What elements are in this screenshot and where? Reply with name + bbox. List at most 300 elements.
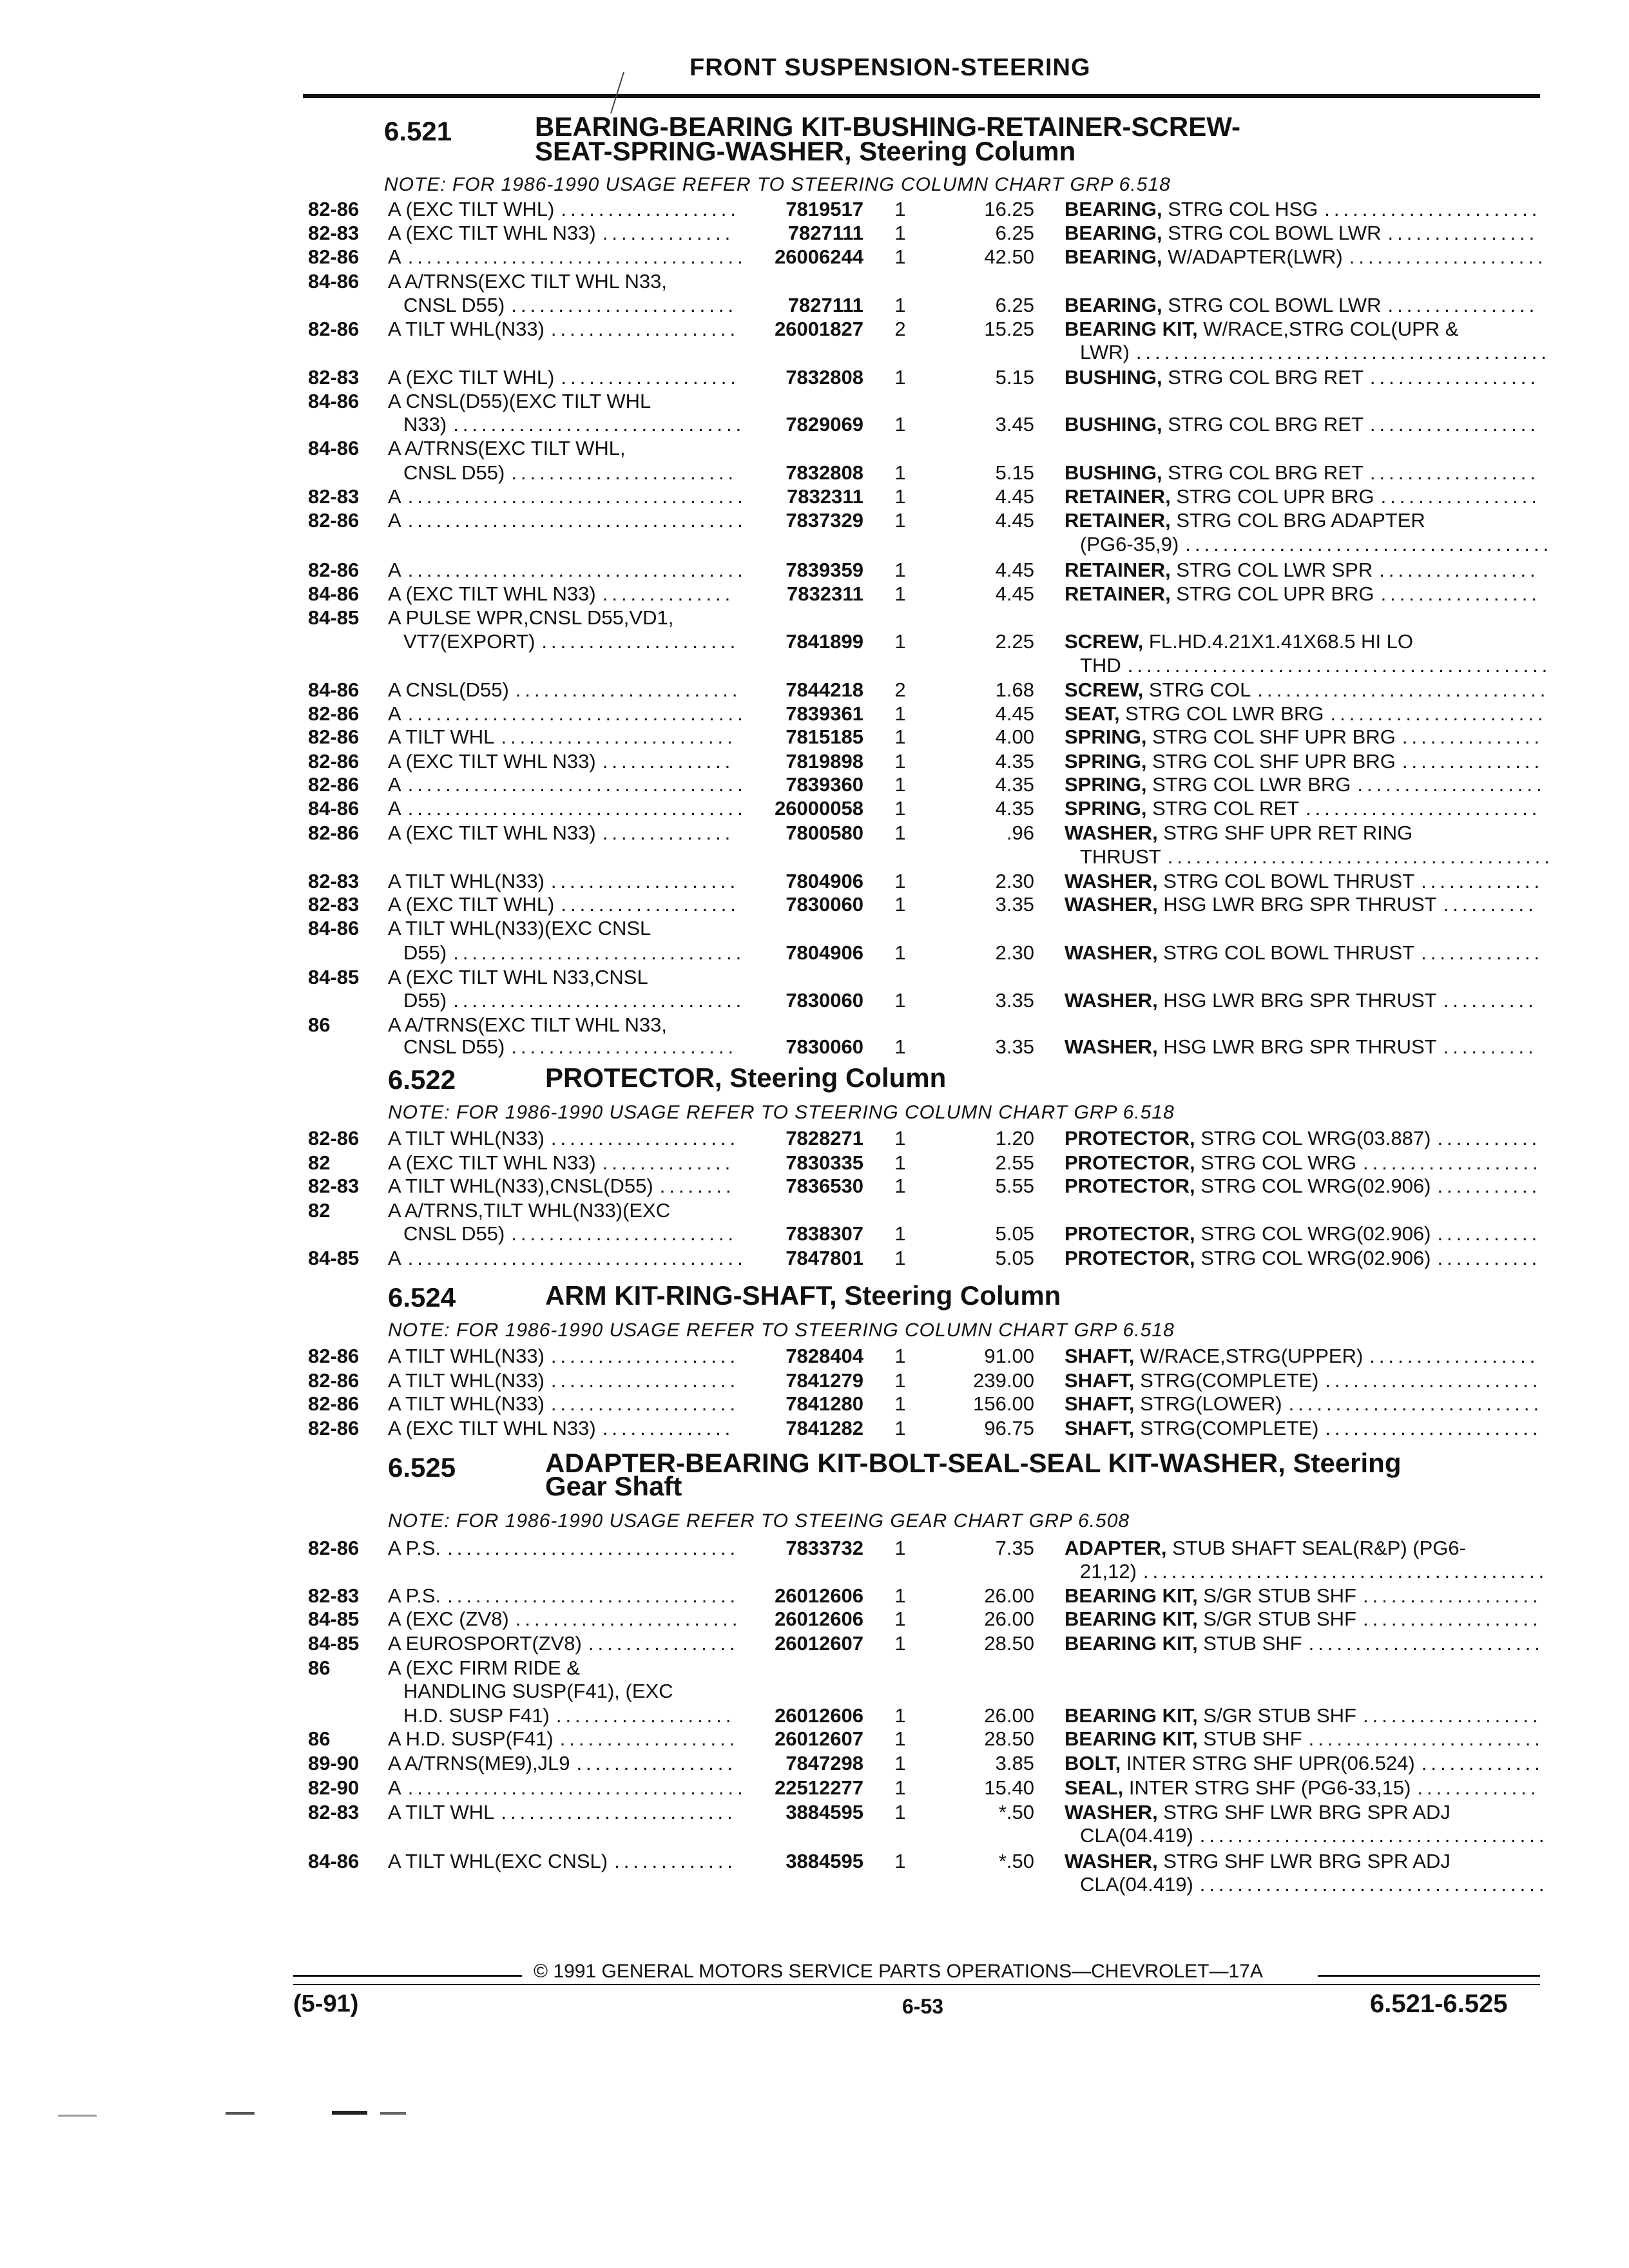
dot-leader: ............. <box>1417 1776 1540 1799</box>
dot-leader: .............. <box>602 750 735 773</box>
part-detail: STRG COL UPR BRG <box>1170 582 1374 605</box>
usage-description: A TILT WHL <box>388 1801 495 1823</box>
section-note: NOTE: FOR 1986-1990 USAGE REFER TO STEEING GEAR CHART GRP 6.508 <box>388 1510 1130 1532</box>
usage-description: A (EXC TILT WHL N33,CNSL <box>388 966 648 988</box>
model-years: 82-83 <box>308 893 360 916</box>
usage-description: A (EXC TILT WHL N33) <box>388 1417 596 1439</box>
quantity: 1 <box>894 582 906 605</box>
usage-description: A <box>388 559 401 581</box>
part-number: 3884595 <box>786 1801 863 1823</box>
price: 3.35 <box>995 1035 1034 1058</box>
usage-description: A P.S. <box>388 1584 441 1607</box>
dot-leader: .................................... <box>407 1776 747 1799</box>
usage-description-continued: CNSL D55) <box>403 1035 505 1058</box>
dot-leader: .................................... <box>407 702 747 725</box>
quantity: 1 <box>894 1584 906 1607</box>
quantity: 1 <box>894 870 906 892</box>
model-years: 84-85 <box>308 606 360 629</box>
part-type: BEARING KIT, <box>1065 318 1198 340</box>
part-number: 26006244 <box>775 245 863 268</box>
dot-leader: ......................... <box>501 726 737 748</box>
usage-description: A <box>388 1776 401 1799</box>
usage-description-continued: CNSL D55) <box>403 294 505 316</box>
part-detail: STUB SHF <box>1197 1632 1302 1655</box>
part-type: PROTECTOR, <box>1065 1247 1195 1269</box>
usage-description: A A/TRNS(EXC TILT WHL, <box>388 437 626 459</box>
section-number: 6.522 <box>388 1064 456 1095</box>
dot-leader: ............................... <box>453 941 746 964</box>
part-type: WASHER, <box>1065 989 1158 1012</box>
part-type: SHAFT, <box>1065 1392 1135 1415</box>
dot-leader: ................... <box>1363 1704 1542 1727</box>
model-years: 82-83 <box>308 485 360 508</box>
quantity: 1 <box>894 1151 906 1174</box>
price: 4.45 <box>995 559 1034 581</box>
part-detail: STRG COL WRG(02.906) <box>1195 1247 1431 1269</box>
dot-leader: ......................... <box>1308 1632 1544 1655</box>
part-type: BOLT, <box>1065 1752 1121 1774</box>
part-detail: STRG(COMPLETE) <box>1134 1369 1319 1392</box>
dot-leader: ................ <box>1387 294 1539 316</box>
part-number: 26012606 <box>775 1584 863 1607</box>
quantity: 1 <box>894 1776 906 1799</box>
section-note: NOTE: FOR 1986-1990 USAGE REFER TO STEERING COLUMN CHART GRP 6.518 <box>388 1102 1175 1123</box>
dot-leader: .............. <box>602 822 735 844</box>
section-title-line2: Gear Shaft <box>545 1471 682 1501</box>
usage-description: A (EXC TILT WHL N33) <box>388 822 596 844</box>
dot-leader: ................... <box>1363 1608 1542 1630</box>
part-name-continued: CLA(04.419) <box>1080 1824 1193 1847</box>
dot-leader: .......... <box>1443 893 1537 916</box>
dot-leader: ............................... <box>453 989 746 1012</box>
dot-leader: ............................................. <box>1127 654 1552 677</box>
quantity: 1 <box>894 1850 906 1872</box>
part-number: 7830060 <box>786 893 863 916</box>
part-number: 26012607 <box>775 1727 863 1750</box>
price: 6.25 <box>995 294 1034 316</box>
usage-description: A TILT WHL(N33) <box>388 870 545 892</box>
dot-leader: ........................ <box>511 294 738 316</box>
usage-description: A TILT WHL(N33),CNSL(D55) <box>388 1175 653 1197</box>
usage-description: A (EXC TILT WHL N33) <box>388 582 596 605</box>
model-years: 82 <box>308 1199 331 1222</box>
price: 15.25 <box>984 318 1034 340</box>
dot-leader: .............. <box>602 582 735 605</box>
part-detail: W/ADAPTER(LWR) <box>1162 245 1343 268</box>
quantity: 1 <box>894 1035 906 1058</box>
part-name-continued: THD <box>1080 654 1121 677</box>
part-type: RETAINER, <box>1065 582 1171 605</box>
dot-leader: .................... <box>550 1392 740 1415</box>
part-number: 7847298 <box>786 1752 863 1774</box>
dot-leader: ............................... <box>447 1537 740 1559</box>
dot-leader: .................. <box>1369 1345 1539 1367</box>
part-detail: STRG SHF UPR RET RING <box>1157 822 1413 844</box>
part-detail: STRG SHF LWR BRG SPR ADJ <box>1157 1801 1451 1823</box>
part-number: 22512277 <box>775 1776 863 1799</box>
price: 1.20 <box>995 1127 1034 1149</box>
model-years: 86 <box>308 1014 331 1036</box>
part-number: 7838307 <box>786 1222 863 1245</box>
section-title-line2: SEAT-SPRING-WASHER, Steering Column <box>535 136 1076 166</box>
model-years: 82-86 <box>308 1345 360 1367</box>
part-detail: W/RACE,STRG COL(UPR & <box>1197 318 1459 340</box>
part-type: WASHER, <box>1065 1035 1158 1058</box>
dot-leader: ..................... <box>541 630 740 653</box>
part-type: SPRING, <box>1065 726 1147 748</box>
model-years: 82-83 <box>308 366 360 389</box>
price: 4.45 <box>995 702 1034 725</box>
part-number: 7815185 <box>786 726 863 748</box>
page-header-title: FRONT SUSPENSION-STEERING <box>689 54 1091 81</box>
part-number: 26001827 <box>775 318 863 340</box>
part-type: BUSHING, <box>1065 413 1162 436</box>
part-type: PROTECTOR, <box>1065 1222 1195 1245</box>
dot-leader: .................... <box>1357 773 1546 796</box>
part-type: SHAFT, <box>1065 1345 1135 1367</box>
dot-leader: ....................... <box>1325 1369 1542 1392</box>
dot-leader: ............. <box>1421 941 1544 964</box>
part-detail: STRG COL BOWL THRUST <box>1157 941 1415 964</box>
dot-leader: .................................... <box>407 797 747 820</box>
usage-description: A <box>388 1247 401 1269</box>
model-years: 84-86 <box>308 797 360 820</box>
part-detail: STRG COL LWR BRG <box>1146 773 1351 796</box>
quantity: 1 <box>894 1704 906 1727</box>
usage-description: A <box>388 797 401 820</box>
part-type: BEARING, <box>1065 245 1162 268</box>
dot-leader: ........................ <box>515 678 742 701</box>
part-type: PROTECTOR, <box>1065 1175 1195 1197</box>
part-detail: STRG COL SHF UPR BRG <box>1146 726 1396 748</box>
part-detail: STUB SHAFT SEAL(R&P) (PG6- <box>1166 1537 1466 1559</box>
footer-copyright: © 1991 GENERAL MOTORS SERVICE PARTS OPERATIONS—CHEVROLET—17A <box>534 1961 1263 1982</box>
dot-leader: .................... <box>550 1127 740 1149</box>
part-number: 7832808 <box>786 366 863 389</box>
part-number: 7847801 <box>786 1247 863 1269</box>
usage-description: A (EXC TILT WHL N33) <box>388 750 596 773</box>
dot-leader: ......................... <box>1308 1727 1544 1750</box>
part-detail: STRG COL SHF UPR BRG <box>1146 750 1396 773</box>
dot-leader: ........... <box>1437 1127 1541 1149</box>
part-number: 7830335 <box>786 1151 863 1174</box>
part-number: 7839359 <box>786 559 863 581</box>
usage-description: A (EXC FIRM RIDE & <box>388 1657 580 1679</box>
model-years: 82-86 <box>308 198 360 220</box>
quantity: 1 <box>894 822 906 844</box>
part-number: 7827111 <box>787 294 863 316</box>
part-detail: S/GR STUB SHF <box>1197 1584 1356 1607</box>
part-number: 7800580 <box>786 822 863 844</box>
part-type: WASHER, <box>1065 1801 1158 1823</box>
model-years: 82-86 <box>308 750 360 773</box>
quantity: 1 <box>894 893 906 916</box>
part-type: SPRING, <box>1065 750 1147 773</box>
part-type: BEARING KIT, <box>1065 1704 1198 1727</box>
usage-description: A TILT WHL(N33) <box>388 1392 545 1415</box>
model-years: 84-85 <box>308 1632 360 1655</box>
part-type: WASHER, <box>1065 893 1158 916</box>
part-number: 7841280 <box>786 1392 863 1415</box>
part-type: WASHER, <box>1065 822 1158 844</box>
dot-leader: ................ <box>588 1632 739 1655</box>
usage-description: A <box>388 245 401 268</box>
usage-description: A A/TRNS,TILT WHL(N33)(EXC <box>388 1199 671 1222</box>
dot-leader: .................... <box>550 1345 740 1367</box>
price: 239.00 <box>973 1369 1034 1392</box>
part-type: WASHER, <box>1065 1850 1158 1872</box>
price: 3.35 <box>995 989 1034 1012</box>
dot-leader: ................ <box>1387 222 1539 244</box>
dot-leader: ................... <box>561 198 740 220</box>
usage-description: A CNSL(D55) <box>388 678 509 701</box>
model-years: 82-83 <box>308 1175 360 1197</box>
price: 7.35 <box>995 1537 1034 1559</box>
part-detail: STRG(COMPLETE) <box>1134 1417 1319 1439</box>
dot-leader: ........... <box>1437 1247 1541 1269</box>
dot-leader: ............. <box>1421 870 1544 892</box>
price: 156.00 <box>973 1392 1034 1415</box>
dot-leader: .............. <box>602 222 735 244</box>
usage-description-continued: D55) <box>403 989 447 1012</box>
quantity: 2 <box>894 318 906 340</box>
part-number: 7828271 <box>786 1127 863 1149</box>
usage-description: A H.D. SUSP(F41) <box>388 1727 554 1750</box>
usage-description: A (EXC TILT WHL N33) <box>388 222 596 244</box>
price: 2.30 <box>995 870 1034 892</box>
model-years: 82-83 <box>308 1584 360 1607</box>
model-years: 82-86 <box>308 1392 360 1415</box>
model-years: 84-86 <box>308 678 360 701</box>
part-number: 7829069 <box>786 413 863 436</box>
model-years: 82-86 <box>308 702 360 725</box>
price: 4.35 <box>995 750 1034 773</box>
part-detail: STRG COL WRG <box>1195 1151 1356 1174</box>
quantity: 1 <box>894 1247 906 1269</box>
model-years: 82-86 <box>308 318 360 340</box>
quantity: 1 <box>894 750 906 773</box>
usage-description: A A/TRNS(ME9),JL9 <box>388 1752 570 1774</box>
usage-description: A PULSE WPR,CNSL D55,VD1, <box>388 606 674 629</box>
part-type: SCREW, <box>1065 678 1144 701</box>
quantity: 1 <box>894 509 906 532</box>
quantity: 1 <box>894 1801 906 1823</box>
usage-description: A CNSL(D55)(EXC TILT WHL <box>388 390 651 412</box>
quantity: 2 <box>894 678 906 701</box>
part-type: BUSHING, <box>1065 461 1162 484</box>
part-name-continued: 21,12) <box>1080 1560 1137 1582</box>
dot-leader: ................. <box>576 1752 737 1774</box>
part-number: 7841282 <box>786 1417 863 1439</box>
usage-description: A TILT WHL(N33)(EXC CNSL <box>388 917 651 939</box>
part-number: 7832311 <box>787 485 863 508</box>
usage-description-continued: VT7(EXPORT) <box>403 630 535 653</box>
model-years: 82-83 <box>308 870 360 892</box>
dot-leader: ................... <box>561 366 740 389</box>
dot-leader: ..................... <box>1349 245 1547 268</box>
part-type: SPRING, <box>1065 797 1147 820</box>
model-years: 82-90 <box>308 1776 360 1799</box>
quantity: 1 <box>894 222 906 244</box>
dot-leader: .......... <box>1443 1035 1537 1058</box>
part-type: SCREW, <box>1065 630 1144 653</box>
usage-description: A TILT WHL(N33) <box>388 1345 545 1367</box>
usage-description: A (EXC TILT WHL N33) <box>388 1151 596 1174</box>
dot-leader: .................... <box>550 1369 740 1392</box>
usage-description-continued: D55) <box>403 941 447 964</box>
quantity: 1 <box>894 559 906 581</box>
model-years: 82-86 <box>308 822 360 844</box>
usage-description: A <box>388 485 401 508</box>
quantity: 1 <box>894 797 906 820</box>
part-detail: STRG COL WRG(02.906) <box>1195 1222 1431 1245</box>
usage-description: A (EXC (ZV8) <box>388 1608 509 1630</box>
section-title-line1: ARM KIT-RING-SHAFT, Steering Column <box>545 1280 1061 1311</box>
usage-description: A TILT WHL <box>388 726 495 748</box>
dot-leader: .................................... <box>407 773 747 796</box>
price: 5.55 <box>995 1175 1034 1197</box>
dot-leader: ........................... <box>1288 1392 1543 1415</box>
quantity: 1 <box>894 630 906 653</box>
price: 91.00 <box>984 1345 1034 1367</box>
model-years: 82-86 <box>308 1417 360 1439</box>
usage-description: A P.S. <box>388 1537 441 1559</box>
quantity: 1 <box>894 1537 906 1559</box>
part-name-continued: (PG6-35,9) <box>1080 533 1179 555</box>
quantity: 1 <box>894 413 906 436</box>
price: 2.30 <box>995 941 1034 964</box>
price: 16.25 <box>984 198 1034 220</box>
part-detail: STRG COL BRG RET <box>1162 413 1364 436</box>
dot-leader: ................. <box>1380 582 1541 605</box>
price: 2.25 <box>995 630 1034 653</box>
quantity: 1 <box>894 1608 906 1630</box>
quantity: 1 <box>894 485 906 508</box>
quantity: 1 <box>894 773 906 796</box>
usage-description: A (EXC TILT WHL) <box>388 366 555 389</box>
dot-leader: ................... <box>555 1704 735 1727</box>
dot-leader: ....................... <box>1325 1417 1542 1439</box>
price: 26.00 <box>984 1608 1034 1630</box>
usage-description-continued: HANDLING SUSP(F41), (EXC <box>403 1680 673 1702</box>
usage-description: A A/TRNS(EXC TILT WHL N33, <box>388 270 667 293</box>
part-type: BEARING KIT, <box>1065 1608 1198 1630</box>
quantity: 1 <box>894 1127 906 1149</box>
footer-page-number: 6-53 <box>902 1995 944 2018</box>
part-number: 7841279 <box>786 1369 863 1392</box>
price: 26.00 <box>984 1584 1034 1607</box>
part-detail: INTER STRG SHF (PG6-33,15) <box>1123 1776 1411 1799</box>
quantity: 1 <box>894 1752 906 1774</box>
part-number: 26012606 <box>775 1608 863 1630</box>
price: *.50 <box>998 1801 1034 1823</box>
dot-leader: ............... <box>1402 750 1544 773</box>
dot-leader: ........................ <box>511 1222 738 1245</box>
model-years: 82-86 <box>308 245 360 268</box>
part-number: 26012606 <box>775 1704 863 1727</box>
model-years: 89-90 <box>308 1752 360 1774</box>
part-type: RETAINER, <box>1065 559 1171 581</box>
part-type: WASHER, <box>1065 870 1158 892</box>
part-number: 7819898 <box>786 750 863 773</box>
model-years: 82 <box>308 1151 331 1174</box>
dot-leader: ......................... <box>501 1801 737 1823</box>
part-detail: STRG COL HSG <box>1162 198 1318 220</box>
price: 96.75 <box>984 1417 1034 1439</box>
part-detail: S/GR STUB SHF <box>1197 1704 1356 1727</box>
usage-description: A (EXC TILT WHL) <box>388 198 555 220</box>
quantity: 1 <box>894 245 906 268</box>
model-years: 82-86 <box>308 1369 360 1392</box>
quantity: 1 <box>894 1727 906 1750</box>
part-type: PROTECTOR, <box>1065 1151 1195 1174</box>
price: 15.40 <box>984 1776 1034 1799</box>
part-number: 7841899 <box>786 630 863 653</box>
dot-leader: .................................... <box>407 485 747 508</box>
part-type: PROTECTOR, <box>1065 1127 1195 1149</box>
part-type: ADAPTER, <box>1065 1537 1167 1559</box>
part-detail: STRG COL LWR SPR <box>1170 559 1373 581</box>
part-detail: STRG COL BOWL LWR <box>1162 294 1382 316</box>
part-number: 7832808 <box>786 461 863 484</box>
price: 5.05 <box>995 1222 1034 1245</box>
usage-description: A <box>388 702 401 725</box>
model-years: 82-86 <box>308 1537 360 1559</box>
price: 28.50 <box>984 1632 1034 1655</box>
price: *.50 <box>998 1850 1034 1872</box>
part-number: 3884595 <box>786 1850 863 1872</box>
part-number: 7832311 <box>787 582 863 605</box>
price: 4.45 <box>995 485 1034 508</box>
price: .96 <box>1006 822 1034 844</box>
part-detail: STRG COL RET <box>1146 797 1300 820</box>
quantity: 1 <box>894 1417 906 1439</box>
dot-leader: ........................ <box>511 1035 738 1058</box>
part-type: SEAT, <box>1065 702 1120 725</box>
dot-leader: ......................................... <box>1167 845 1554 868</box>
dot-leader: .................................... <box>407 559 747 581</box>
dot-leader: ............................................ <box>1135 341 1550 363</box>
usage-description: A TILT WHL(N33) <box>388 1369 545 1392</box>
part-number: 7827111 <box>787 222 863 244</box>
part-number: 7819517 <box>786 198 863 220</box>
dot-leader: ....................... <box>1330 702 1547 725</box>
part-number: 7836530 <box>786 1175 863 1197</box>
quantity: 1 <box>894 198 906 220</box>
dot-leader: ........ <box>659 1175 735 1197</box>
part-detail: STRG COL BOWL THRUST <box>1157 870 1415 892</box>
dot-leader: ....................... <box>1324 198 1541 220</box>
dot-leader: ........................ <box>515 1608 742 1630</box>
part-type: BEARING, <box>1065 198 1162 220</box>
section-title-line1: BEARING-BEARING KIT-BUSHING-RETAINER-SCREW- <box>535 111 1241 142</box>
part-type: BEARING, <box>1065 222 1162 244</box>
footer-section-range: 6.521-6.525 <box>1370 1990 1508 2018</box>
part-number: 7804906 <box>786 870 863 892</box>
usage-description-continued: N33) <box>403 413 447 436</box>
quantity: 1 <box>894 941 906 964</box>
price: 3.45 <box>995 413 1034 436</box>
dot-leader: .................... <box>550 870 740 892</box>
section-number: 6.521 <box>384 116 452 146</box>
usage-description: A <box>388 773 401 796</box>
part-number: 7830060 <box>786 1035 863 1058</box>
dot-leader: ............... <box>1402 726 1544 748</box>
dot-leader: ............. <box>614 1850 737 1872</box>
part-number: 26012607 <box>775 1632 863 1655</box>
price: 3.85 <box>995 1752 1034 1774</box>
model-years: 82-86 <box>308 1127 360 1149</box>
